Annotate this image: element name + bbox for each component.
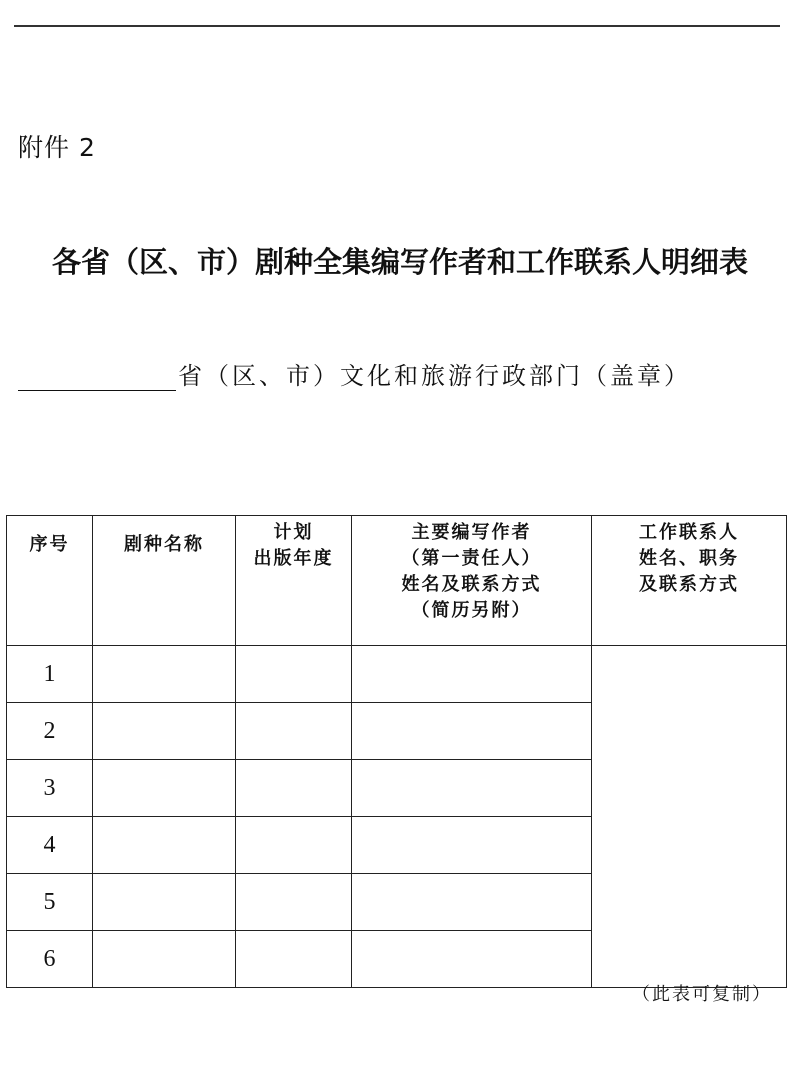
row-number: 2 — [7, 703, 93, 760]
department-line — [18, 356, 691, 391]
cell-plan-year[interactable] — [236, 931, 352, 988]
header-name: 剧种名称 — [93, 516, 236, 646]
cell-opera-name[interactable] — [93, 760, 236, 817]
header-contact — [592, 516, 787, 646]
cell-opera-name[interactable] — [93, 703, 236, 760]
header-plan-line1: 计划 — [273, 522, 314, 543]
footnote: （此表可复制） — [632, 984, 772, 1005]
header-author-line1: 主要编写作者 — [411, 522, 532, 543]
cell-opera-name[interactable] — [93, 646, 236, 703]
header-contact-line3: 及联系方式 — [639, 574, 739, 595]
header-contact-line2: 姓名、职务 — [639, 548, 739, 569]
row-number: 1 — [7, 646, 93, 703]
attachment-label: 附件 2 — [18, 133, 96, 162]
cell-author[interactable] — [352, 703, 592, 760]
cell-author[interactable] — [352, 874, 592, 931]
header-author-line3: 姓名及联系方式 — [401, 574, 542, 595]
header-author-line4: （简历另附） — [411, 600, 532, 621]
cell-plan-year[interactable] — [236, 703, 352, 760]
cell-opera-name[interactable] — [93, 874, 236, 931]
top-rule — [14, 25, 780, 27]
table-header-row — [7, 516, 787, 646]
detail-table — [6, 515, 787, 988]
row-number: 3 — [7, 760, 93, 817]
header-contact-line1: 工作联系人 — [639, 522, 739, 543]
table-row — [7, 646, 787, 703]
cell-plan-year[interactable] — [236, 817, 352, 874]
cell-opera-name[interactable] — [93, 817, 236, 874]
row-number: 4 — [7, 817, 93, 874]
cell-plan-year[interactable] — [236, 874, 352, 931]
document-title: 各省（区、市）剧种全集编写作者和工作联系人明细表 — [51, 245, 748, 279]
cell-plan-year[interactable] — [236, 760, 352, 817]
department-text: 省（区、市）文化和旅游行政部门（盖章） — [178, 362, 691, 390]
cell-author[interactable] — [352, 760, 592, 817]
row-number: 6 — [7, 931, 93, 988]
cell-opera-name[interactable] — [93, 931, 236, 988]
cell-contact-merged[interactable] — [592, 646, 787, 988]
header-seq: 序号 — [7, 516, 93, 646]
cell-author[interactable] — [352, 646, 592, 703]
cell-author[interactable] — [352, 931, 592, 988]
header-author-line2: （第一责任人） — [401, 548, 542, 569]
header-plan-year — [236, 516, 352, 646]
cell-author[interactable] — [352, 817, 592, 874]
header-author — [352, 516, 592, 646]
row-number: 5 — [7, 874, 93, 931]
cell-plan-year[interactable] — [236, 646, 352, 703]
province-blank-field[interactable] — [18, 360, 176, 391]
header-plan-line2: 出版年度 — [253, 548, 334, 569]
